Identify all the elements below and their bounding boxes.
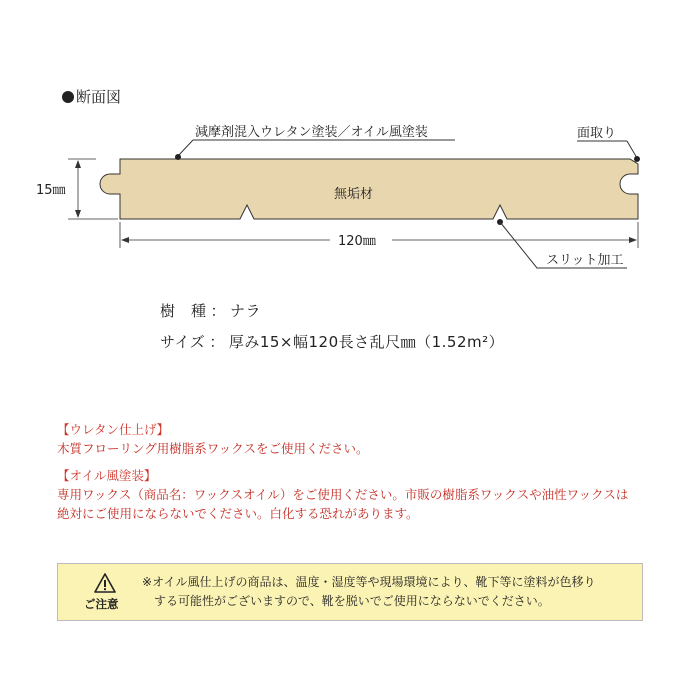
thickness-label: 15㎜	[36, 183, 66, 198]
oil-text-line-1: 専用ワックス（商品名：ワックスオイル）をご使用ください。市販の樹脂系ワックスや油性ワックスは	[57, 487, 629, 502]
thickness-arrow-bottom	[75, 210, 81, 218]
width-label: 120㎜	[338, 234, 376, 249]
spec-species-label: 樹 種	[160, 302, 207, 320]
slit-label: スリット加工	[546, 253, 624, 268]
spec-separator: ：	[210, 302, 227, 320]
urethane-text: 木質フローリング用樹脂系ワックスをご使用ください。	[57, 441, 369, 456]
chamfer-label: 面取り	[577, 126, 617, 141]
caution-box	[57, 563, 643, 621]
spec-species-value: ナラ	[230, 302, 262, 320]
chamfer-point	[634, 156, 640, 162]
warning-triangle-icon	[94, 573, 116, 593]
material-label: 無垢材	[334, 187, 374, 202]
width-arrow-left	[121, 237, 129, 243]
caution-label: ご注意	[84, 597, 119, 611]
thickness-arrow-top	[75, 160, 81, 168]
urethane-heading: 【ウレタン仕上げ】	[57, 422, 170, 437]
spec-size-row	[160, 331, 504, 352]
caution-text	[142, 573, 595, 611]
spec-separator: ：	[209, 333, 225, 351]
oil-heading: 【オイル風塗装】	[57, 468, 157, 483]
coating-leader-line	[178, 140, 193, 156]
oil-note	[57, 466, 628, 523]
urethane-note	[57, 420, 369, 458]
section-title-text: 断面図	[76, 88, 122, 106]
chamfer-leader-line	[627, 141, 637, 158]
coating-label: 減摩剤混入ウレタン塗装／オイル風塗装	[195, 125, 428, 140]
width-arrow-right	[629, 237, 637, 243]
oil-text-line-2: 絶対にご使用にならないでください。白化する恐れがあります。	[57, 506, 419, 521]
spec-size-value: 厚み15×幅120長さ乱尺㎜（1.52m²）	[228, 333, 505, 351]
spec-species-row	[160, 300, 261, 321]
spec-size-label: サイズ	[160, 333, 206, 351]
cross-section-diagram	[0, 0, 700, 290]
coating-point	[175, 154, 181, 160]
caution-text-line-2: する可能性がございますので、靴を脱いでご使用にならないでください。	[154, 594, 550, 608]
caution-text-line-1: ※オイル風仕上げの商品は、温度・湿度等や現場環境により、靴下等に塗料が色移り	[142, 575, 596, 589]
